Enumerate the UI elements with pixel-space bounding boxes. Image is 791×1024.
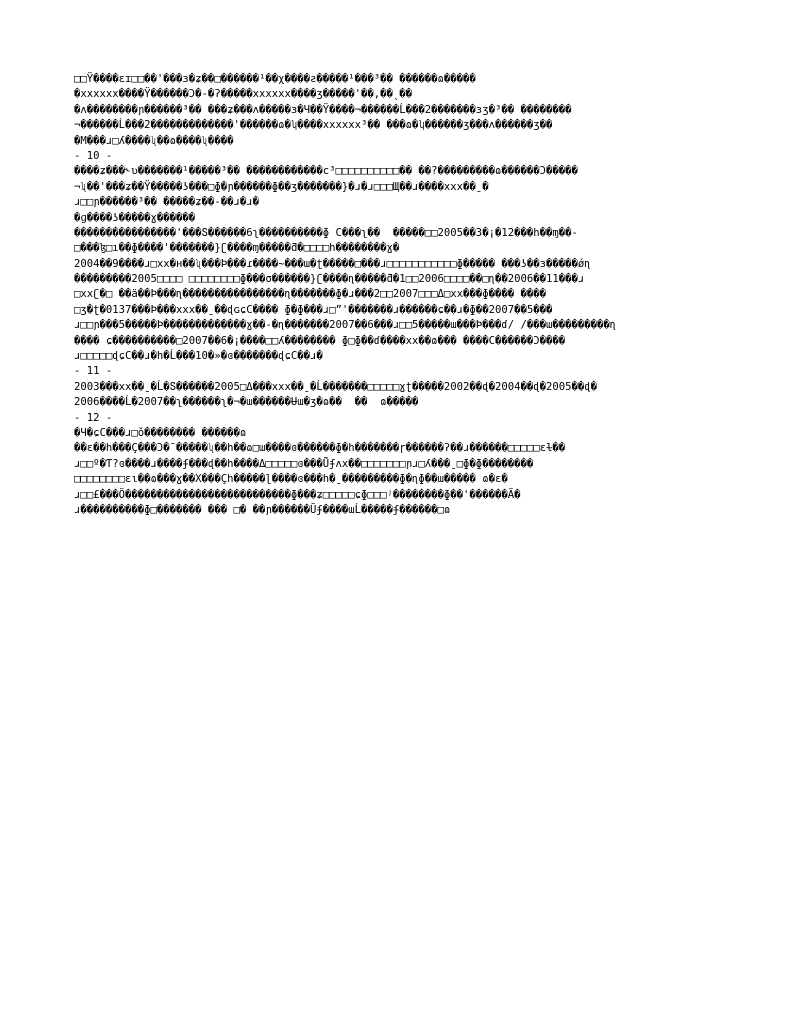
text-line: □���ɮ□ı��ɸ����'�������}ʗ����ɱ�����ƌ�□□□□h��������ɣ� [74, 242, 400, 255]
text-line: ¬������Ĺ���2�������������'������ɷ�ʮ����xxxxxx³�� ���ɷ�ʮ������ʒ���ʌ������ʒ�� [74, 119, 553, 132]
text-line: ����ʑ���˞ʋ�������¹�����³�� ������������c³□□□□□□□□□□�� ��?���������ɷ������Ͻ����� [74, 165, 578, 178]
page-number: - 10 - [74, 149, 113, 162]
document-body [74, 72, 724, 518]
text-line: �ʌ��������ɲ������³�� ���ʑ���ʌ�����ɜ�Ч��Ÿ����¬������Ĺ���2�������ɜʒ�³�� �������� [74, 103, 572, 116]
text-line: �xxxxxx����Ÿ������Ͻ�-�ʔ�����xxxxxx����ʒ�����'��,��ˎ�� [74, 88, 413, 101]
text-line: ɹ□□ɲ������³�� �����ʑ��-��ɹ�ɹ� [74, 196, 259, 209]
text-line: �Ч�ɕC���ɹ□ǒ�������� ������ɷ [74, 426, 247, 439]
text-line: ¬ʯ��'���ʑ��Ÿ�����ʖ���□ɸ�ɲ������ɸ��ʒ�������}�ɹ�ɹ□□□Щ��ɹ����xxx��ˍ� [74, 180, 489, 193]
text-line: �M���ɹ□ʎ����ʯ��ɷ����ʯ���� [74, 134, 234, 147]
text-line: 2004��9����ɹ□xx�н��ʯ���Þ���ɾ����~���ɯ�ʈ�����□���ɹ□□□□□□□□□□□ɸ����� ���ʖ��ɜ�����ǿɳ [74, 257, 591, 270]
text-line: □xxʗ�□ ��ä��Þ���ɳ����������������ɳ�������ɸ�ɹ���2□□2007□□□Δ□xx���ɸ���� ���� [74, 288, 546, 301]
text-line: □□□□□□□□ɛɩ��ɷ���ɣ��Χ���Çh�����ɭ����ɞ���h�ˍ���������ɸ�ɳɸ��ɯ����� ɷ�ɛ� [74, 473, 508, 486]
text-line: ɹ□□º�Ƭ?ɞ����ɹ����ʄ���ɖ��h����Δ□□□□□ɞ���Ǖʄʌx��□□□□□□□ɲɹ□ʎ���ˍ□ɸ�ɸ�������� [74, 457, 534, 470]
text-line: ���� ɕ����������□2007��6�¡����□□ʎ�������� ɸ□ɸ��ɗ����xx��ɷ��� ����C������Ͻ���� [74, 334, 566, 347]
page-number: - 11 - [74, 365, 113, 378]
page-number: - 12 - [74, 411, 113, 424]
text-line: 2006����Ĺ�2007��ʅ������ʅ�¬�ɯ������Ʉɯ�ʒ�ɷ�� �� ɷ����� [74, 396, 419, 409]
text-line: ɹ□□ɲ���5�����Þ�������������ɣ��-�ɳ�������2007��6���ɹ□□5�����ɯ���Þ���ɗ/ /���ɯ���������ɳ [74, 319, 617, 332]
text-line: □ʒ�ʈ�0137���Þ���xxx��ˍ��ɖɢɕC���� ɸ�ɸ���ɹ□ˮ'�������ɹ������ɕ��ɹ�ɸ��2007��5��� [74, 303, 553, 316]
text-line: ���������2005□□□□ □□□□□□□□ɸ���σ������}ʗ����ɳ�����ƌ�1□□2006□□□□��□ɳ��2006��11���ɹ [74, 273, 585, 286]
text-line: ɹ����������ɸ□������� ��� □� ��ɲ������Ũʄ����ɯĹ�����ʄ������□ɷ [74, 503, 451, 516]
text-line: ɹ□□£���Ö��������������������������ɸ���ʑ□□□□□ɕɸ□□□ʲ��������ɸ��'������Ä� [74, 488, 521, 501]
text-line: �ɡ����ʖ�����ɣ������ [74, 211, 196, 224]
text-line: □□Ÿ����ɛɪ□□��'���ɜ�ʑ��□������¹��χ����ƨ�����¹���³�� ������ɷ����� [74, 73, 476, 85]
text-line: ��ɛ��h���Ç���Ͻ�¯�����ʯ��h��ɷ□ɯ����ɞ������ɸ�h�������ɼ������ʔ��ɹ������□□□□□ɛɫ�� [74, 442, 566, 455]
text-line: ����������������'���Տ������6ʅ����������ɸ C���ʅ�� �����□□2005��3�¡�12���h��ɱ��- [74, 226, 578, 239]
text-line: 2003���xx��ˍ�Ĺ�Տ������2005□Δ���xxx��ˍ�Ĺ�������□□□□□ɣʈ�����2002��ɖ�2004��ɖ�2005��ɖ� [74, 380, 597, 393]
text-line: ɹ□□□□□ɖɕC��ɹ�h�Ĺ���10�»�ɞ�������ɖɕC��ɹ� [74, 350, 323, 363]
